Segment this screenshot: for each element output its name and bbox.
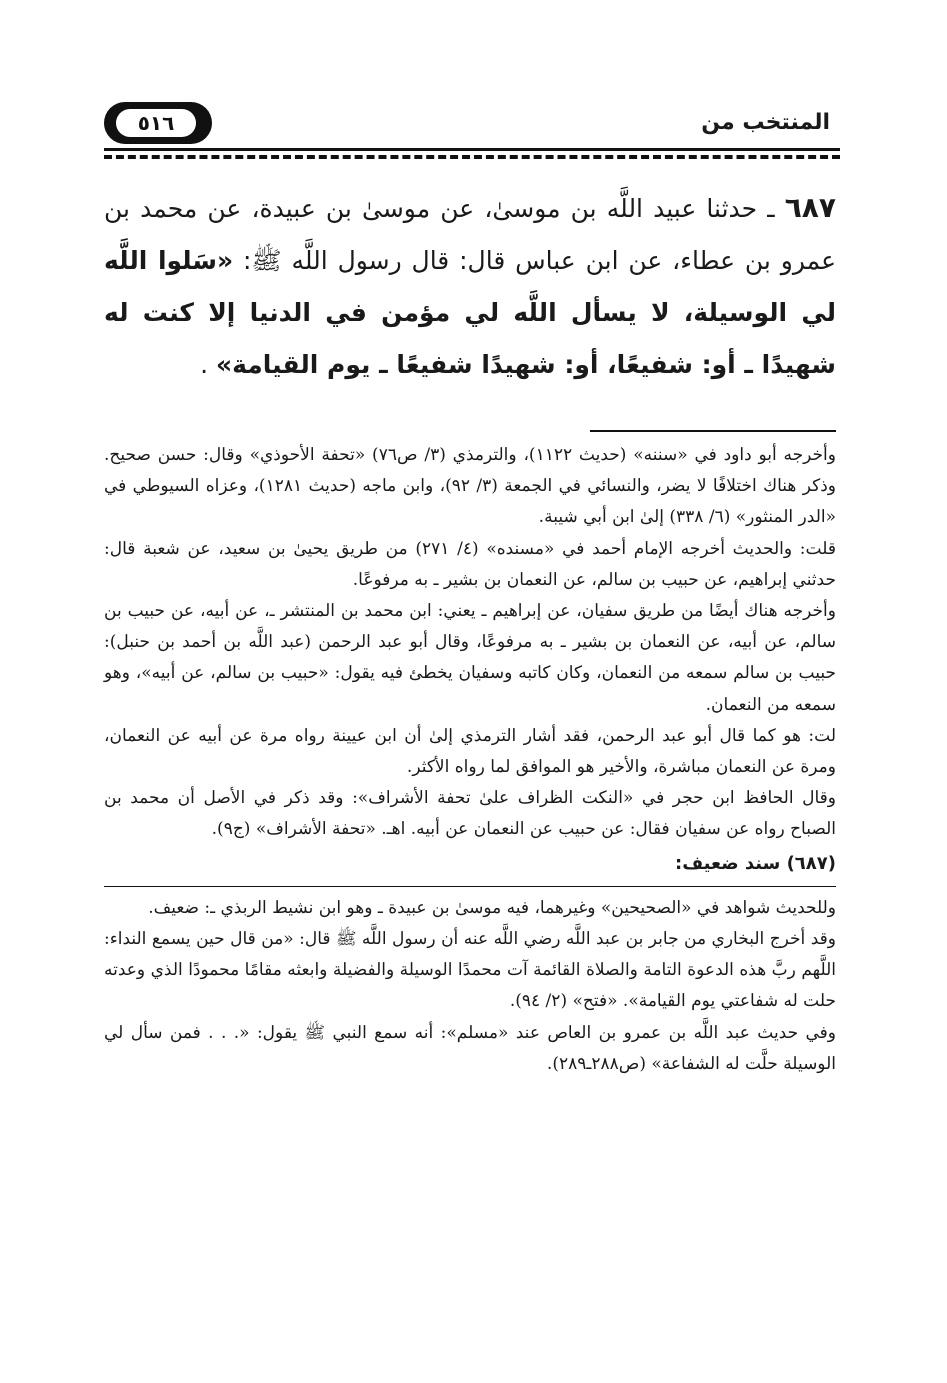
hadith-end: . xyxy=(200,350,209,379)
page-header xyxy=(100,96,840,152)
footnote-paragraph: وفي حديث عبد اللَّه بن عمرو بن العاص عند «مسلم»: أنه سمع النبي ﷺ يقول: «. . . فمن سأل لي الوسيلة حلَّت له الشفاعة» (ص٢٨٨ـ٢٨٩). xyxy=(104,1022,836,1074)
footnote-divider xyxy=(104,886,836,887)
footnote-paragraph: قلت: والحديث أخرجه الإمام أحمد في «مسنده» (٤/ ٢٧١) من طريق يحيىٰ بن سعيد، عن شعبة قال: حدثني إبراهيم، عن حبيب بن سالم، عن النعمان بن بشير ـ به مرفوعًا. xyxy=(104,538,836,590)
sanad-heading: (٦٨٧) سند ضعيف: xyxy=(675,852,836,874)
hadith-chain: ـ حدثنا عبيد اللَّه بن موسىٰ، عن موسىٰ بن عبيدة، عن محمد بن عمرو بن عطاء، عن ابن عباس قال: قال رسول اللَّه ﷺ: xyxy=(104,194,836,275)
footnotes xyxy=(104,440,836,1080)
header-rule xyxy=(104,148,840,151)
hadith-quote: «سَلوا اللَّه لي الوسيلة، لا يسأل اللَّه لي مؤمن في الدنيا إلا كنت له شهيدًا ـ أو: شفيعًا، أو: شهيدًا شفيعًا ـ يوم القيامة» xyxy=(104,246,836,379)
footnote-separator xyxy=(590,430,836,432)
sanad-heading-row xyxy=(104,848,836,880)
footnote-paragraph: وللحديث شواهد في «الصحيحين» وغيرهما، فيه موسىٰ بن عبيدة ـ وهو ابن نشيط الربذي ـ: ضعيف. xyxy=(148,897,836,918)
page-number: ٥١٦ xyxy=(116,109,196,137)
footnote-paragraph: وقد أخرج البخاري من جابر بن عبد اللَّه رضي اللَّه عنه أن رسول اللَّه ﷺ قال: «من قال حين يسمع النداء: اللَّهم ربَّ هذه الدعوة التامة والصلاة القائمة آت محمدًا الوسيلة والفضيلة وابعثه مقامًا محمودًا الذي وعدته حلت له شفاعتي يوم القيامة». «فتح» (٢/ ٩٤). xyxy=(104,929,836,1012)
hadith-text xyxy=(104,182,836,391)
footnote-paragraph: وأخرجه أبو داود في «سننه» (حديث ١١٢٢)، والترمذي (٣/ ص٧٦) «تحفة الأحوذي» وقال: حسن صحيح. وذكر هناك اختلافًا لا يضر، والنسائي في الجمعة (٣/ ٩٢)، وابن ماجه (حديث ١٢٨١)، وعزاه السيوطي في «الدر المنثور» (٦/ ٣٣٨) إلىٰ ابن أبي شيبة. xyxy=(104,445,837,528)
hadith-number: ٦٨٧ xyxy=(784,191,836,224)
footnote-paragraph: لت: هو كما قال أبو عبد الرحمن، فقد أشار الترمذي إلىٰ أن ابن عيينة رواه مرة عن أبيه عن النعمان، ومرة عن النعمان مباشرة، والأخير هو الموافق لما رواه الأكثر. xyxy=(104,725,836,778)
footnote-paragraph: وأخرجه هناك أيضًا من طريق سفيان، عن إبراهيم ـ يعني: ابن محمد بن المنتشر ـ، عن أبيه، عن حبيب بن سالم، عن أبيه، عن النعمان بن بشير ـ به مرفوعًا، وقال أبو عبد الرحمن (عبد اللَّه بن أحمد بن حنبل): حبيب بن سالم سمعه من النعمان، وكان كاتبه وسفيان يخطئ فيه يقول: «حبيب بن سالم، عن أبيه»، وهو سمعه من النعمان. xyxy=(104,601,836,715)
page-number-badge xyxy=(104,102,212,144)
header-dashed-rule xyxy=(104,155,840,159)
book-title: المنتخب من xyxy=(701,110,830,135)
footnote-paragraph: وقال الحافظ ابن حجر في «النكت الظراف علىٰ تحفة الأشراف»: وقد ذكر في الأصل أن محمد بن الصباح رواه عن سفيان فقال: عن حبيب عن النعمان عن أبيه. اهـ. «تحفة الأشراف» (ج٩). xyxy=(104,788,836,840)
